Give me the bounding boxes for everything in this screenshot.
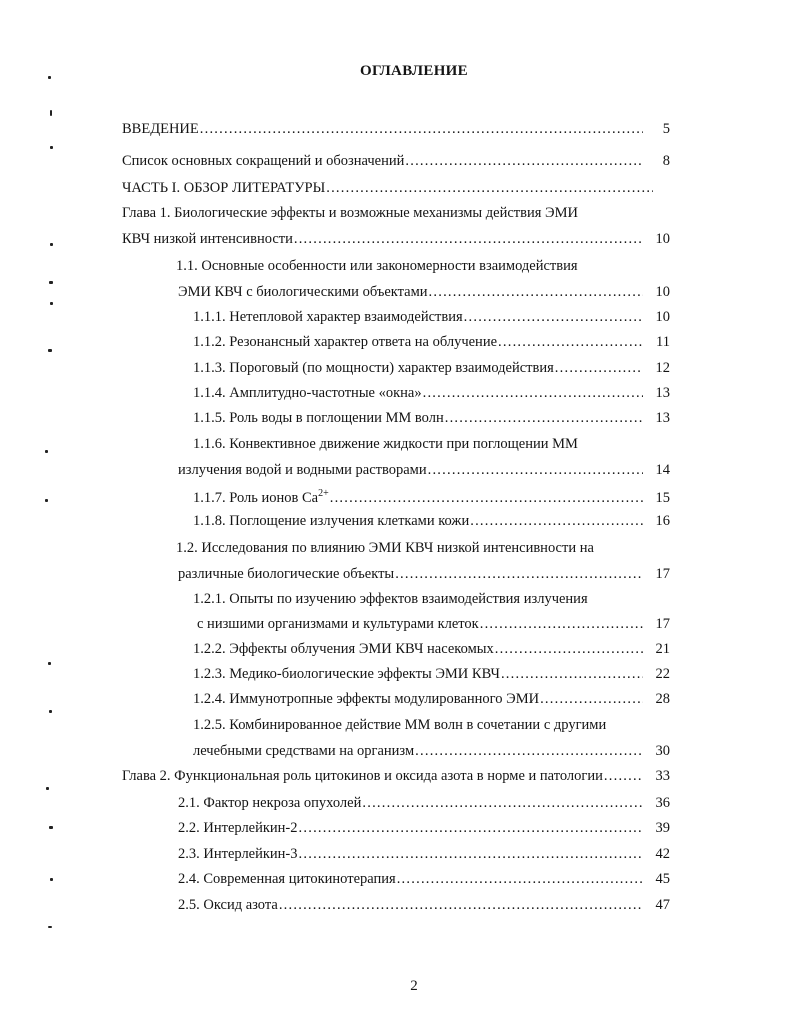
leader-dots: [480, 616, 643, 633]
scan-speck: [50, 146, 53, 149]
toc-entry-text: ЧАСТЬ I. ОБЗОР ЛИТЕРАТУРЫ: [122, 180, 326, 196]
toc-entry-text: КВЧ низкой интенсивности: [122, 231, 293, 247]
toc-entry-text: ЭМИ КВЧ с биологическими объектами: [178, 284, 428, 300]
toc-entry-text: Глава 2. Функциональная роль цитокинов и оксида азота в норме и патологии: [122, 768, 603, 784]
leader-dots: [495, 641, 643, 658]
leader-dots: [326, 180, 653, 197]
toc-entry-page: 8: [662, 153, 670, 169]
toc-entry-text: 2.5. Оксид азота: [178, 897, 278, 913]
toc-entry-page: 14: [655, 462, 670, 478]
toc-entry-text: 1.1.5. Роль воды в поглощении ММ волн: [193, 410, 444, 426]
scan-speck: [49, 826, 53, 829]
toc-entry-1-2-4[interactable]: [193, 691, 670, 711]
scan-speck: [50, 302, 53, 305]
leader-dots: [423, 385, 643, 402]
toc-entry-text: 2.3. Интерлейкин-3: [178, 846, 298, 862]
scan-speck: [48, 662, 51, 665]
toc-entry-chapter-1[interactable]: [122, 231, 670, 251]
toc-entry-chapter-2[interactable]: [122, 768, 670, 788]
leader-dots: [279, 897, 643, 914]
toc-entry-text: лечебными средствами на организм: [193, 743, 415, 759]
leader-dots: [604, 768, 643, 785]
toc-entry-page: 17: [655, 616, 670, 632]
toc-entry-1-1-3[interactable]: [193, 360, 670, 380]
toc-entry-2-4[interactable]: [178, 871, 670, 891]
toc-entry-text: 2.4. Современная цитокинотерапия: [178, 871, 396, 887]
scan-speck: [49, 710, 52, 713]
toc-entry-text: излучения водой и водными растворами: [178, 462, 427, 478]
toc-entry-introduction[interactable]: [122, 121, 670, 141]
scan-speck: [46, 787, 49, 790]
leader-dots: [428, 462, 643, 479]
leader-dots: [200, 121, 643, 138]
toc-entry-line: 1.1. Основные особенности или закономерности взаимодействия: [176, 258, 578, 274]
toc-entry-text: 1.2.2. Эффекты облучения ЭМИ КВЧ насекомых: [193, 641, 494, 657]
toc-entry-page: 10: [655, 231, 670, 247]
toc-entry-line: 1.1.6. Конвективное движение жидкости при поглощении ММ: [193, 436, 578, 452]
toc-entry-page: 30: [655, 743, 670, 759]
toc-entry-text: 1.1.3. Пороговый (по мощности) характер взаимодействия: [193, 360, 554, 376]
scan-speck: [49, 281, 53, 284]
scan-speck: [48, 926, 52, 928]
toc-entry-page: 28: [655, 691, 670, 707]
toc-entry-text: ВВЕДЕНИЕ: [122, 121, 199, 137]
page-title: ОГЛАВЛЕНИЕ: [360, 63, 468, 79]
toc-entry-page: 21: [655, 641, 670, 657]
toc-entry-2-1[interactable]: [178, 795, 670, 815]
toc-entry-2-2[interactable]: [178, 820, 670, 840]
toc-entry-page: 10: [655, 309, 670, 325]
toc-entry-page: 33: [655, 768, 670, 784]
scan-speck: [48, 349, 52, 352]
leader-dots: [299, 820, 643, 837]
leader-dots: [362, 795, 643, 812]
toc-entry-1-1-1[interactable]: [193, 309, 670, 329]
toc-entry-1-1[interactable]: [178, 284, 670, 304]
leader-dots: [555, 360, 643, 377]
toc-entry-1-1-7[interactable]: [193, 488, 670, 508]
toc-entry-1-1-8[interactable]: [193, 513, 670, 533]
scan-speck: [48, 76, 51, 79]
leader-dots: [429, 284, 643, 301]
toc-entry-page: 47: [655, 897, 670, 913]
leader-dots: [395, 566, 643, 583]
toc-entry-page: 15: [655, 489, 670, 506]
toc-entry-1-1-4[interactable]: [193, 385, 670, 405]
toc-entry-text: 1.1.4. Амплитудно-частотные «окна»: [193, 385, 422, 401]
toc-entry-page: 13: [655, 385, 670, 401]
leader-dots: [464, 309, 643, 326]
leader-dots: [498, 334, 643, 351]
leader-dots: [294, 231, 643, 248]
scan-speck: [50, 110, 52, 116]
toc-entry-1-2-5[interactable]: [193, 743, 670, 763]
toc-entry-2-5[interactable]: [178, 897, 670, 917]
toc-entry-page: 39: [655, 820, 670, 836]
toc-entry-page: 5: [662, 121, 670, 137]
toc-entry-line: 1.2.5. Комбинированное действие ММ волн в сочетании с другими: [193, 717, 607, 733]
leader-dots: [415, 743, 643, 760]
toc-entry-2-3[interactable]: [178, 846, 670, 866]
leader-dots: [405, 153, 643, 170]
toc-entry-text-main: 1.1.7. Роль ионов Ca: [193, 489, 319, 506]
toc-entry-page: 11: [656, 334, 670, 350]
toc-entry-text: 1.1.1. Нетепловой характер взаимодействия: [193, 309, 463, 325]
toc-entry-1-2-2[interactable]: [193, 641, 670, 661]
scan-speck: [45, 499, 48, 502]
toc-entry-1-1-2[interactable]: [193, 334, 670, 354]
toc-entry-text: 2.1. Фактор некроза опухолей: [178, 795, 362, 811]
toc-entry-page: 12: [655, 360, 670, 376]
leader-dots: [501, 666, 643, 683]
toc-entry-page: 42: [655, 846, 670, 862]
toc-entry-1-1-6[interactable]: [178, 462, 670, 482]
leader-dots: [445, 410, 643, 427]
leader-dots: [299, 846, 643, 863]
toc-entry-abbreviations[interactable]: [122, 153, 670, 173]
toc-entry-line: 1.2.1. Опыты по изучению эффектов взаимодействия излучения: [193, 591, 588, 607]
toc-entry-page: 10: [655, 284, 670, 300]
toc-entry-text: [193, 488, 329, 507]
toc-entry-text: 1.2.3. Медико-биологические эффекты ЭМИ КВЧ: [193, 666, 500, 682]
toc-entry-text: Список основных сокращений и обозначений: [122, 153, 405, 169]
leader-dots: [397, 871, 643, 888]
scan-speck: [50, 243, 53, 246]
toc-entry-page: 36: [655, 795, 670, 811]
leader-dots: [470, 513, 643, 530]
page-number: 2: [410, 978, 418, 994]
toc-entry-page: 13: [655, 410, 670, 426]
leader-dots: [540, 691, 643, 708]
toc-entry-line: 1.2. Исследования по влиянию ЭМИ КВЧ низкой интенсивности на: [176, 540, 594, 556]
toc-entry-1-2-1[interactable]: [197, 616, 670, 636]
toc-entry-page: 16: [655, 513, 670, 529]
toc-entry-line: Глава 1. Биологические эффекты и возможные механизмы действия ЭМИ: [122, 205, 578, 221]
toc-entry-page: 45: [655, 871, 670, 887]
superscript-charge: 2+: [318, 488, 329, 499]
leader-dots: [330, 490, 643, 507]
toc-entry-1-1-5[interactable]: [193, 410, 670, 430]
toc-entry-text: различные биологические объекты: [178, 566, 395, 582]
toc-entry-text: с низшими организмами и культурами клеток: [197, 616, 479, 632]
toc-entry-page: 17: [655, 566, 670, 582]
scan-speck: [45, 450, 48, 453]
toc-entry-1-2-3[interactable]: [193, 666, 670, 686]
scan-speck: [50, 878, 53, 881]
toc-entry-text: 2.2. Интерлейкин-2: [178, 820, 298, 836]
toc-entry-text: 1.1.8. Поглощение излучения клетками кожи: [193, 513, 470, 529]
toc-entry-part-1[interactable]: [122, 180, 654, 200]
toc-entry-text: 1.2.4. Иммунотропные эффекты модулированного ЭМИ: [193, 691, 540, 707]
toc-entry-text: 1.1.2. Резонансный характер ответа на облучение: [193, 334, 498, 350]
toc-entry-page: 22: [655, 666, 670, 682]
toc-entry-1-2[interactable]: [178, 566, 670, 586]
